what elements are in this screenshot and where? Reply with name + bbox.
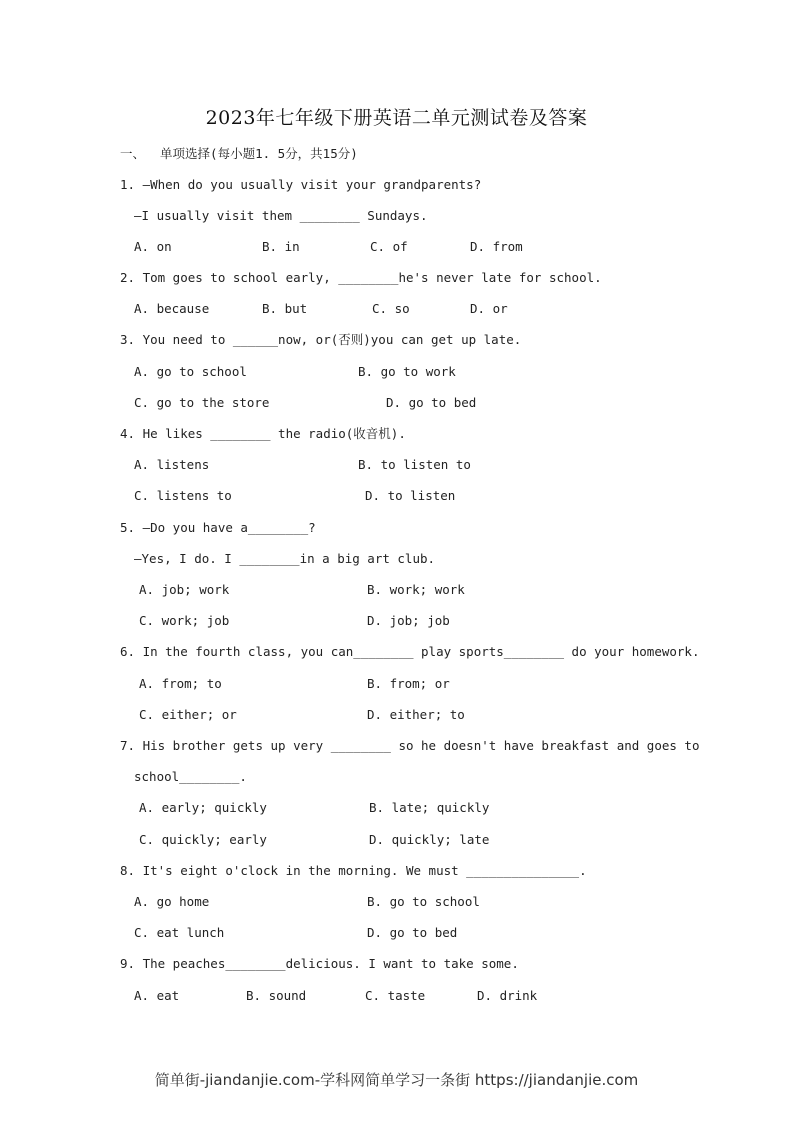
question-1-option-b: B. in <box>262 239 300 254</box>
question-2-option-d: D. or <box>470 301 508 316</box>
question-8-option-a: A. go home <box>134 894 210 909</box>
question-6-option-a: A. from; to <box>139 676 222 691</box>
question-6-option-c: C. either; or <box>139 707 237 722</box>
question-2-stem: 2. Tom goes to school early, ________he's never late for school. <box>120 270 602 285</box>
section-heading: 一、 单项选择(每小题1. 5分，共15分) <box>120 146 358 161</box>
page-title: 2023年七年级下册英语二单元测试卷及答案 <box>205 107 588 129</box>
question-5-stem-reply: —Yes, I do. I ________in a big art club. <box>134 551 436 566</box>
question-3-option-a: A. go to school <box>134 364 247 379</box>
question-4-option-a: A. listens <box>134 457 210 472</box>
question-2-option-a: A. because <box>134 301 210 316</box>
question-8-stem: 8. It's eight o'clock in the morning. We must _______________. <box>120 863 587 878</box>
question-9-option-b: B. sound <box>246 988 307 1003</box>
question-7-option-b: B. late; quickly <box>369 800 490 815</box>
question-7-option-a: A. early; quickly <box>139 800 267 815</box>
question-4-stem: 4. He likes ________ the radio(收音机). <box>120 426 406 441</box>
question-6-stem: 6. In the fourth class, you can________ play sports________ do your homework. <box>120 644 700 659</box>
question-5-option-d: D. job; job <box>367 613 450 628</box>
question-4-option-c: C. listens to <box>134 488 232 503</box>
question-1-option-a: A. on <box>134 239 172 254</box>
question-1-stem-reply: —I usually visit them ________ Sundays. <box>134 208 428 223</box>
question-1-stem: 1. —When do you usually visit your grandparents? <box>120 177 482 192</box>
question-2-option-b: B. but <box>262 301 308 316</box>
question-8-option-d: D. go to bed <box>367 925 458 940</box>
question-9-option-a: A. eat <box>134 988 180 1003</box>
question-3-option-d: D. go to bed <box>386 395 477 410</box>
question-5-option-b: B. work; work <box>367 582 465 597</box>
question-9-option-d: D. drink <box>477 988 538 1003</box>
question-8-option-b: B. go to school <box>367 894 480 909</box>
question-2-option-c: C. so <box>372 301 410 316</box>
question-7-stem: 7. His brother gets up very ________ so he doesn't have breakfast and goes to <box>120 738 700 753</box>
question-7-stem-continued: school________. <box>134 769 247 784</box>
question-5-stem: 5. —Do you have a________? <box>120 520 316 535</box>
question-5-option-a: A. job; work <box>139 582 230 597</box>
question-4-option-b: B. to listen to <box>358 457 471 472</box>
question-7-option-d: D. quickly; late <box>369 832 490 847</box>
question-3-option-b: B. go to work <box>358 364 456 379</box>
question-3-option-c: C. go to the store <box>134 395 270 410</box>
question-9-option-c: C. taste <box>365 988 426 1003</box>
question-1-option-d: D. from <box>470 239 523 254</box>
question-6-option-d: D. either; to <box>367 707 465 722</box>
question-5-option-c: C. work; job <box>139 613 230 628</box>
question-8-option-c: C. eat lunch <box>134 925 225 940</box>
question-9-stem: 9. The peaches________delicious. I want to take some. <box>120 956 519 971</box>
question-7-option-c: C. quickly; early <box>139 832 267 847</box>
footer-watermark: 简单街-jiandanjie.com-学科网简单学习一条街 https://jiandanjie.com <box>154 1071 639 1089</box>
question-4-option-d: D. to listen <box>365 488 456 503</box>
question-3-stem: 3. You need to ______now, or(否则)you can get up late. <box>120 332 522 347</box>
question-6-option-b: B. from; or <box>367 676 450 691</box>
question-1-option-c: C. of <box>370 239 408 254</box>
